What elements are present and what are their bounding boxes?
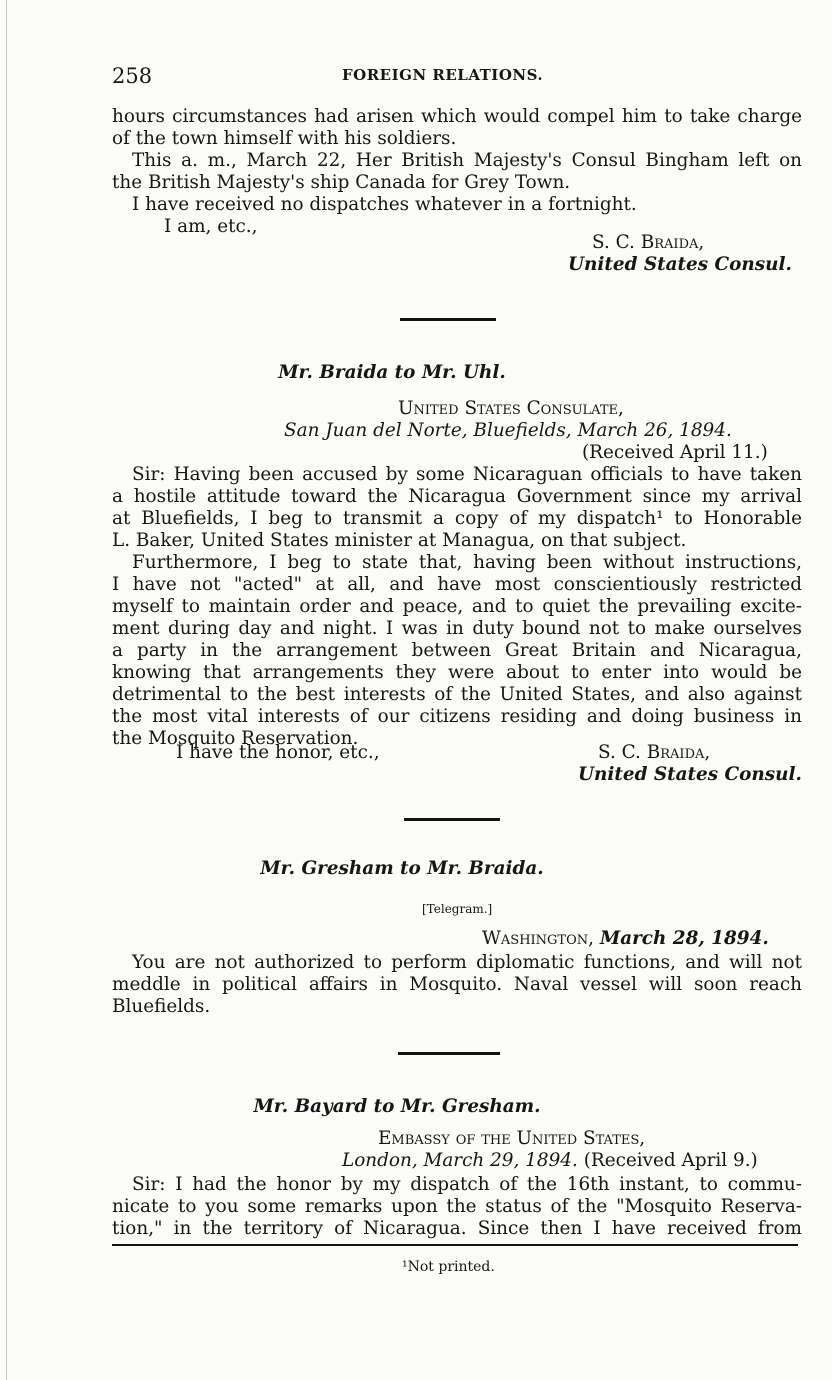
body-line: L. Baker, United States minister at Managua, on that subject.	[112, 530, 687, 551]
body-line: I have received no dispatches whatever in a fortnight.	[132, 194, 637, 215]
body-line: knowing that arrangements they were about to enter into would be	[112, 662, 802, 683]
footnote-rule	[112, 1244, 798, 1246]
page-number: 258	[112, 64, 153, 88]
body-line: at Bluefields, I beg to transmit a copy of my dispatch¹ to Honorable	[112, 508, 802, 529]
body-line: Sir: I had the honor by my dispatch of the 16th instant, to commu-	[132, 1174, 802, 1195]
body-line: tion," in the territory of Nicaragua. Since then I have received from	[112, 1218, 802, 1239]
letter-place-date	[482, 928, 769, 950]
body-line: nicate to you some remarks upon the status of the "Mosquito Reserva-	[112, 1196, 802, 1217]
body-line: of the town himself with his soldiers.	[112, 128, 457, 149]
letter-office: United States Consulate,	[398, 398, 624, 419]
body-line: the Mosquito Reservation.	[112, 728, 359, 749]
body-line: Sir: Having been accused by some Nicaraguan officials to have taken	[132, 464, 802, 485]
body-line: detrimental to the best interests of the United States, and also against	[112, 684, 802, 705]
body-line: hours circumstances had arisen which would compel him to take charge	[112, 106, 802, 127]
section-divider	[398, 1052, 500, 1055]
letter-heading: Mr. Gresham to Mr. Braida.	[260, 858, 544, 879]
body-line: myself to maintain order and peace, and to quiet the prevailing excite-	[112, 596, 802, 617]
body-line	[112, 172, 802, 194]
letter-heading: Mr. Bayard to Mr. Gresham.	[253, 1096, 541, 1117]
signer-title: United States Consul.	[578, 764, 802, 785]
body-line: This a. m., March 22, Her British Majesty's Consul Bingham left on	[132, 150, 802, 171]
closing-line: I am, etc.,	[164, 216, 258, 237]
body-line: ment during day and night. I was in duty bound not to make ourselves	[112, 618, 802, 639]
body-line: a hostile attitude toward the Nicaragua Government since my arrival	[112, 486, 802, 507]
body-line: the most vital interests of our citizens residing and doing business in	[112, 706, 802, 727]
letter-office: Embassy of the United States,	[378, 1128, 646, 1149]
letter-place: London, March 29, 1894.	[342, 1150, 578, 1171]
signer-title: United States Consul.	[568, 254, 792, 275]
letter-place-date	[342, 1150, 758, 1172]
body-line: Furthermore, I beg to state that, having been without instructions,	[132, 552, 802, 573]
letter-received: (Received April 9.)	[583, 1150, 758, 1171]
signer-name: S. C. Braida,	[592, 232, 705, 253]
letter-date: March 28, 1894.	[599, 928, 769, 949]
section-divider	[400, 318, 496, 321]
letter-place-date: San Juan del Norte, Bluefields, March 26, 1894.	[284, 420, 732, 441]
body-line: a party in the arrangement between Great Britain and Nicaragua,	[112, 640, 802, 661]
body-line: I have not "acted" at all, and have most conscientiously restricted	[112, 574, 802, 595]
letter-heading: Mr. Braida to Mr. Uhl.	[278, 362, 506, 383]
body-line: meddle in political affairs in Mosquito. Naval vessel will soon reach	[112, 974, 802, 995]
body-line: Bluefields.	[112, 996, 211, 1017]
signer-name: S. C. Braida,	[598, 742, 711, 763]
letter-note: [Telegram.]	[422, 902, 493, 916]
running-title: FOREIGN RELATIONS.	[342, 66, 544, 84]
section-divider	[404, 818, 500, 821]
closing-line: I have the honor, etc.,	[176, 742, 380, 763]
letter-received: (Received April 11.)	[582, 442, 768, 463]
page-edge-line	[6, 0, 7, 1380]
body-line: You are not authorized to perform diplomatic functions, and will not	[132, 952, 802, 973]
footnote: ¹Not printed.	[402, 1259, 495, 1275]
letter-place: Washington,	[482, 928, 594, 949]
body-line-text: the British Majesty's ship Canada for Grey Town.	[112, 172, 571, 193]
